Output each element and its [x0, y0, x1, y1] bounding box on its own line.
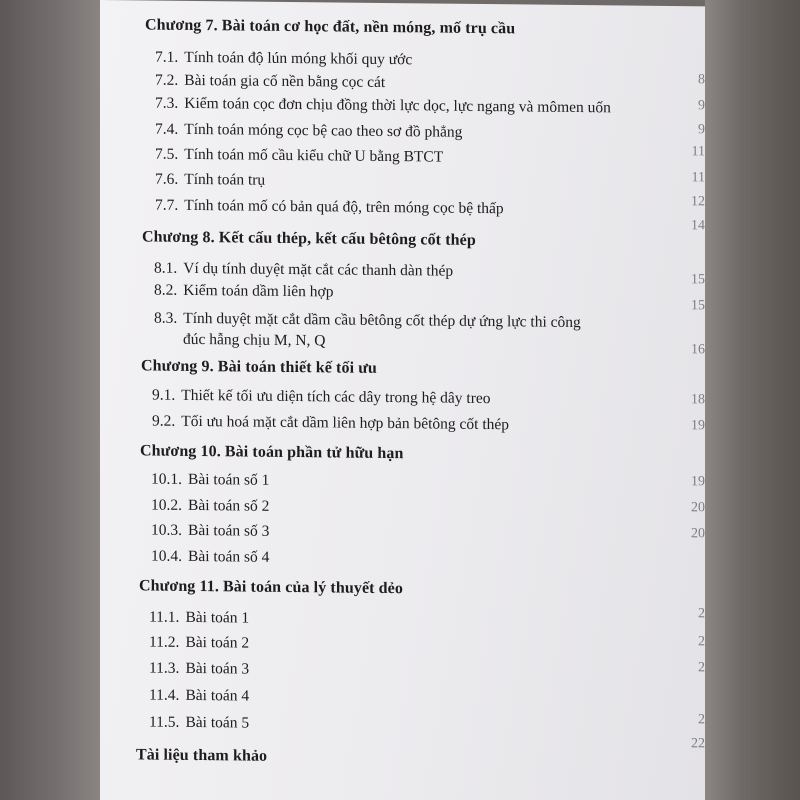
toc-item-7-6: 7.6. Tính toán trụ [155, 170, 266, 189]
page-number: 12 [691, 194, 705, 210]
page-number: 2 [698, 660, 705, 676]
toc-item-10-4: 10.4. Bài toán số 4 [151, 547, 270, 566]
page-number: 11 [691, 144, 705, 160]
toc-item-7-5: 7.5. Tính toán mố cầu kiểu chữ U bằng BTCT [155, 145, 444, 166]
toc-item-8-3: 8.3. Tính duyệt mặt cắt dầm cầu bêtông cốt thép dự ứng lực thi công đúc hẫng chịu M, N, Q [154, 308, 581, 354]
toc-item-7-2: 7.2. Bài toán gia cố nền bằng cọc cát [155, 71, 386, 91]
toc-item-11-4: 11.4. Bài toán 4 [149, 686, 250, 705]
page-number: 15 [691, 272, 705, 288]
toc-item-7-3: 7.3. Kiểm toán cọc đơn chịu đồng thời lực dọc, lực ngang và mômen uốn [155, 94, 611, 117]
toc-item-8-3-line-2: đúc hẫng chịu M, N, Q [183, 330, 326, 350]
book-page [100, 0, 705, 800]
toc-item-11-3: 11.3. Bài toán 3 [149, 659, 250, 678]
page-number: 22 [691, 736, 705, 752]
toc-item-10-2: 10.2. Bài toán số 2 [151, 496, 270, 515]
page-number: 2 [698, 634, 705, 650]
page-number: 16 [691, 342, 705, 358]
page-number: 14 [691, 218, 705, 234]
background-left [0, 0, 100, 800]
toc-chapter-11: Chương 11. Bài toán của lý thuyết dẻo [139, 577, 403, 598]
page-number: 2 [698, 712, 705, 728]
toc-item-10-3: 10.3. Bài toán số 3 [151, 521, 270, 540]
toc-chapter-8: Chương 8. Kết cấu thép, kết cấu bêtông cốt thép [142, 228, 476, 249]
page-number: 9 [698, 122, 705, 138]
toc-item-7-7: 7.7. Tính toán mố có bản quá độ, trên móng cọc bệ thấp [155, 196, 504, 218]
page-number: 19 [691, 474, 705, 490]
page-number: 20 [691, 526, 705, 542]
toc-item-9-2: 9.2. Tối ưu hoá mặt cắt dầm liên hợp bản bêtông cốt thép [152, 412, 510, 434]
toc-references: Tài liệu tham khảo [136, 746, 268, 765]
toc-item-8-2: 8.2. Kiểm toán dầm liên hợp [154, 281, 334, 301]
page-number: 9 [698, 98, 705, 114]
toc-item-8-1: 8.1. Ví dụ tính duyệt mặt cắt các thanh dàn thép [154, 259, 454, 280]
toc-item-10-1: 10.1. Bài toán số 1 [151, 470, 270, 489]
toc-item-11-5: 11.5. Bài toán 5 [149, 713, 250, 732]
toc-chapter-10: Chương 10. Bài toán phần tử hữu hạn [140, 442, 404, 463]
toc-item-7-4: 7.4. Tính toán móng cọc bệ cao theo sơ đồ phẳng [155, 120, 463, 141]
toc-chapter-7: Chương 7. Bài toán cơ học đất, nền móng, mố trụ cầu [145, 16, 516, 38]
page-number: 11 [691, 170, 705, 186]
toc-item-9-1: 9.1. Thiết kế tối ưu diện tích các dây trong hệ dây treo [152, 386, 491, 408]
page-number: 20 [691, 500, 705, 516]
toc-chapter-9: Chương 9. Bài toán thiết kế tối ưu [141, 357, 377, 377]
page-number: 8 [698, 72, 705, 88]
page-number: 15 [691, 298, 705, 314]
toc-item-11-1: 11.1. Bài toán 1 [149, 608, 250, 627]
page-number: 2 [698, 606, 705, 622]
table-of-contents [100, 0, 705, 800]
background-right [705, 0, 800, 800]
page-number: 19 [691, 418, 705, 434]
page-number: 18 [691, 392, 705, 408]
toc-item-7-1: 7.1. Tính toán độ lún móng khối quy ước [155, 48, 413, 69]
toc-item-11-2: 11.2. Bài toán 2 [149, 633, 250, 652]
